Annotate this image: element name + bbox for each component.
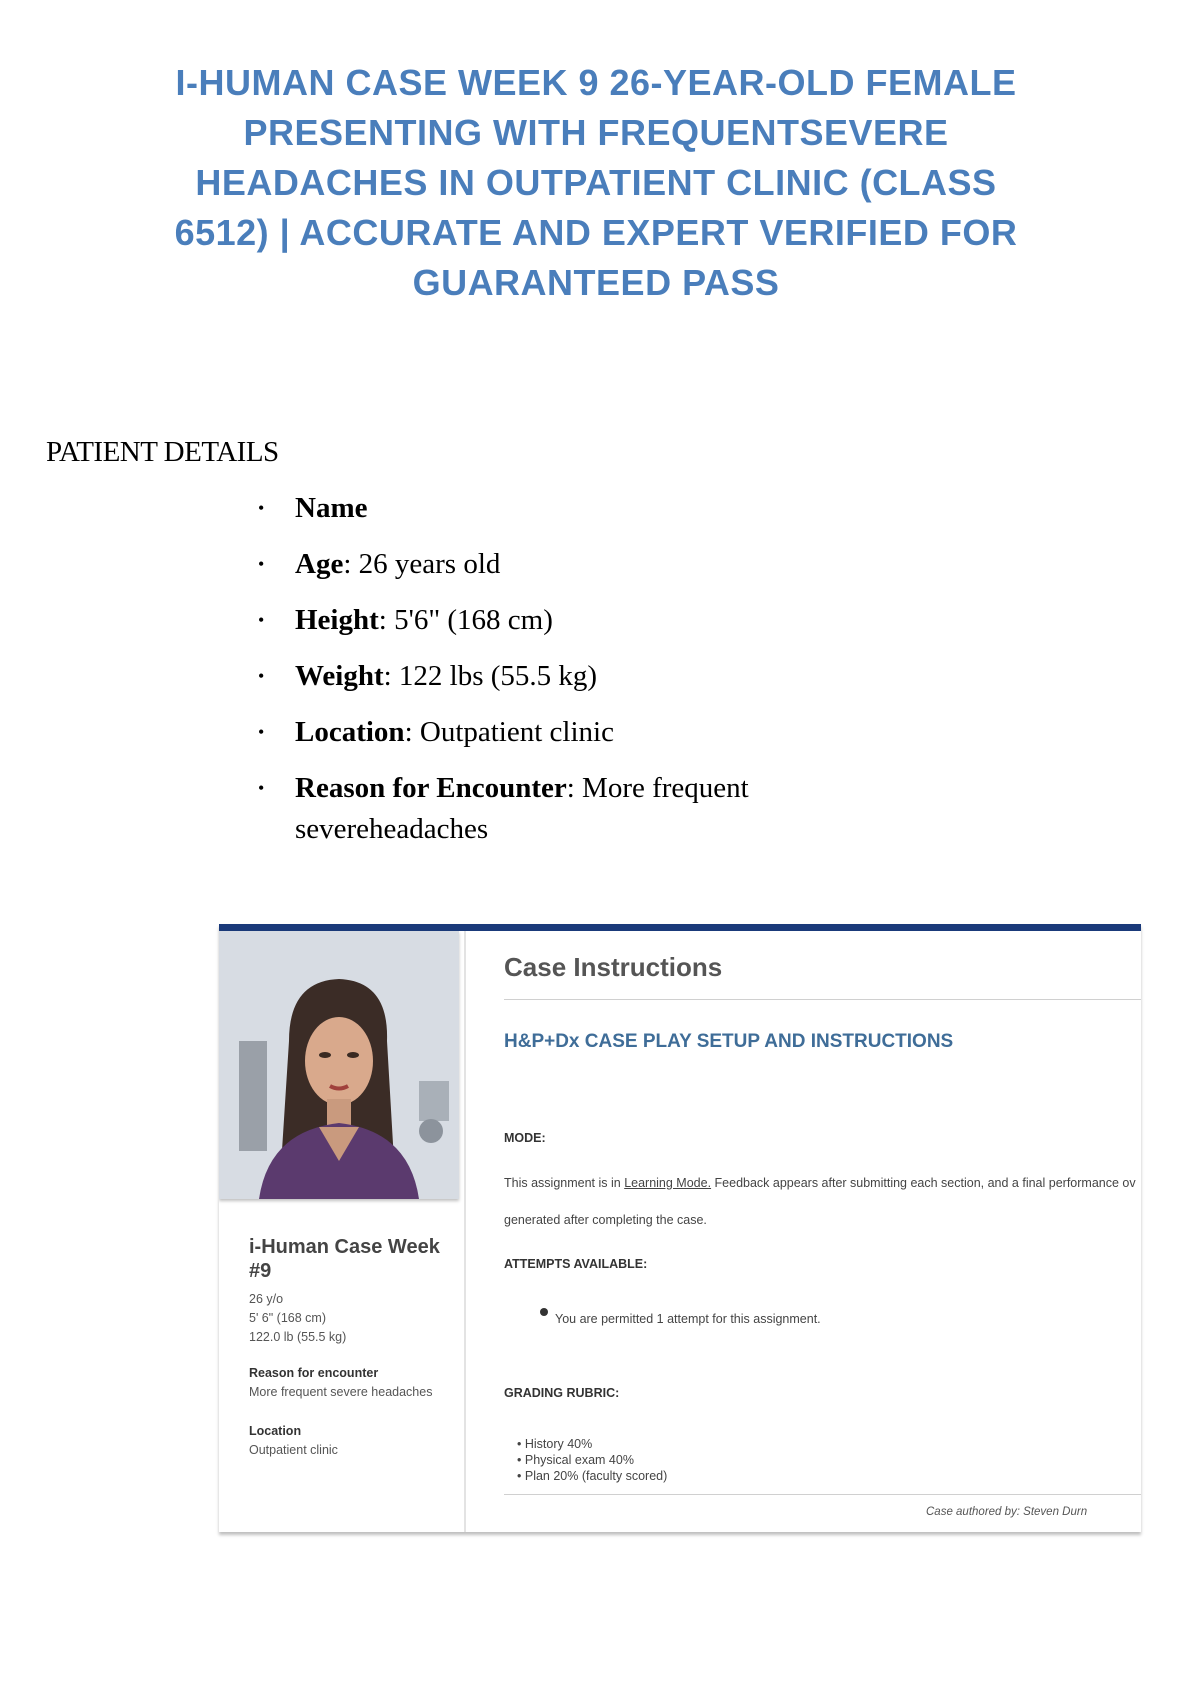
mode-text-continued: generated after completing the case. [504,1213,707,1227]
document-title [110,58,1082,308]
patient-weight: 122.0 lb (55.5 kg) [249,1330,347,1344]
detail-value: : More frequent severeheadaches [295,772,749,845]
list-item: • History 40% [517,1436,667,1452]
learning-mode-link[interactable]: Learning Mode. [624,1176,712,1190]
bullet-icon [540,1308,548,1316]
list-item: • Height: 5'6" (168 cm) [258,604,553,636]
patient-details-heading: PATIENT DETAILS [46,436,279,468]
location-value: Outpatient clinic [249,1443,338,1457]
list-item: • Age: 26 years old [258,548,501,580]
patient-details-list [240,488,840,865]
attempts-label: ATTEMPTS AVAILABLE: [504,1257,648,1271]
title-line: GUARANTEED PASS [412,262,780,303]
list-item: • Plan 20% (faculty scored) [517,1468,667,1484]
detail-value: : 122 lbs (55.5 kg) [383,660,598,692]
mode-text: This assignment is in Learning Mode. Feedback appears after submitting each section, and a final performance ov [504,1176,1136,1190]
detail-label: Location [295,716,405,748]
detail-label: Age [295,548,344,580]
title-line: HEADACHES IN OUTPATIENT CLINIC (CLASS [195,162,997,203]
case-author: Case authored by: Steven Durn [926,1506,1088,1518]
detail-label: Name [295,492,368,524]
reason-value: More frequent severe headaches [249,1385,433,1399]
title-line: 6512) | ACCURATE AND EXPERT VERIFIED FOR [174,212,1018,253]
patient-avatar [219,931,459,1199]
list-item: • Name [258,492,368,524]
patient-age: 26 y/o [249,1292,284,1306]
list-item: • Location: Outpatient clinic [258,716,614,748]
detail-label: Weight [295,660,384,692]
patient-height: 5' 6" (168 cm) [249,1311,326,1325]
title-line: I-HUMAN CASE WEEK 9 26-YEAR-OLD FEMALE [175,62,1017,103]
page-title: Case Instructions [504,952,723,982]
detail-value: : Outpatient clinic [404,716,614,748]
patient-card [219,931,466,1532]
divider [504,1494,1141,1495]
case-instructions-panel [481,931,1141,1532]
title-line: PRESENTING WITH FREQUENTSEVERE [243,112,949,153]
top-bar [219,924,1141,931]
detail-label: Reason for Encounter [295,772,567,804]
divider [504,999,1141,1000]
mode-label: MODE: [504,1131,546,1145]
list-item: • Reason for Encounter: More frequent severeheadaches [258,772,749,845]
list-item: • Weight: 122 lbs (55.5 kg) [258,660,598,692]
list-item: • Physical exam 40% [517,1452,667,1468]
reason-label: Reason for encounter [249,1366,379,1380]
detail-label: Height [295,604,379,636]
grading-rubric-list [517,1436,667,1484]
grading-label: GRADING RUBRIC: [504,1386,620,1400]
detail-value: : 26 years old [343,548,501,580]
location-label: Location [249,1424,302,1438]
attempts-text: You are permitted 1 attempt for this assignment. [555,1312,821,1326]
detail-value: : 5'6" (168 cm) [378,604,553,636]
section-subtitle: H&P+Dx CASE PLAY SETUP AND INSTRUCTIONS [504,1031,954,1052]
patient-avatar-image [219,931,459,1199]
case-title: i-Human Case Week #9 [249,1236,440,1282]
case-screenshot [219,924,1141,1532]
